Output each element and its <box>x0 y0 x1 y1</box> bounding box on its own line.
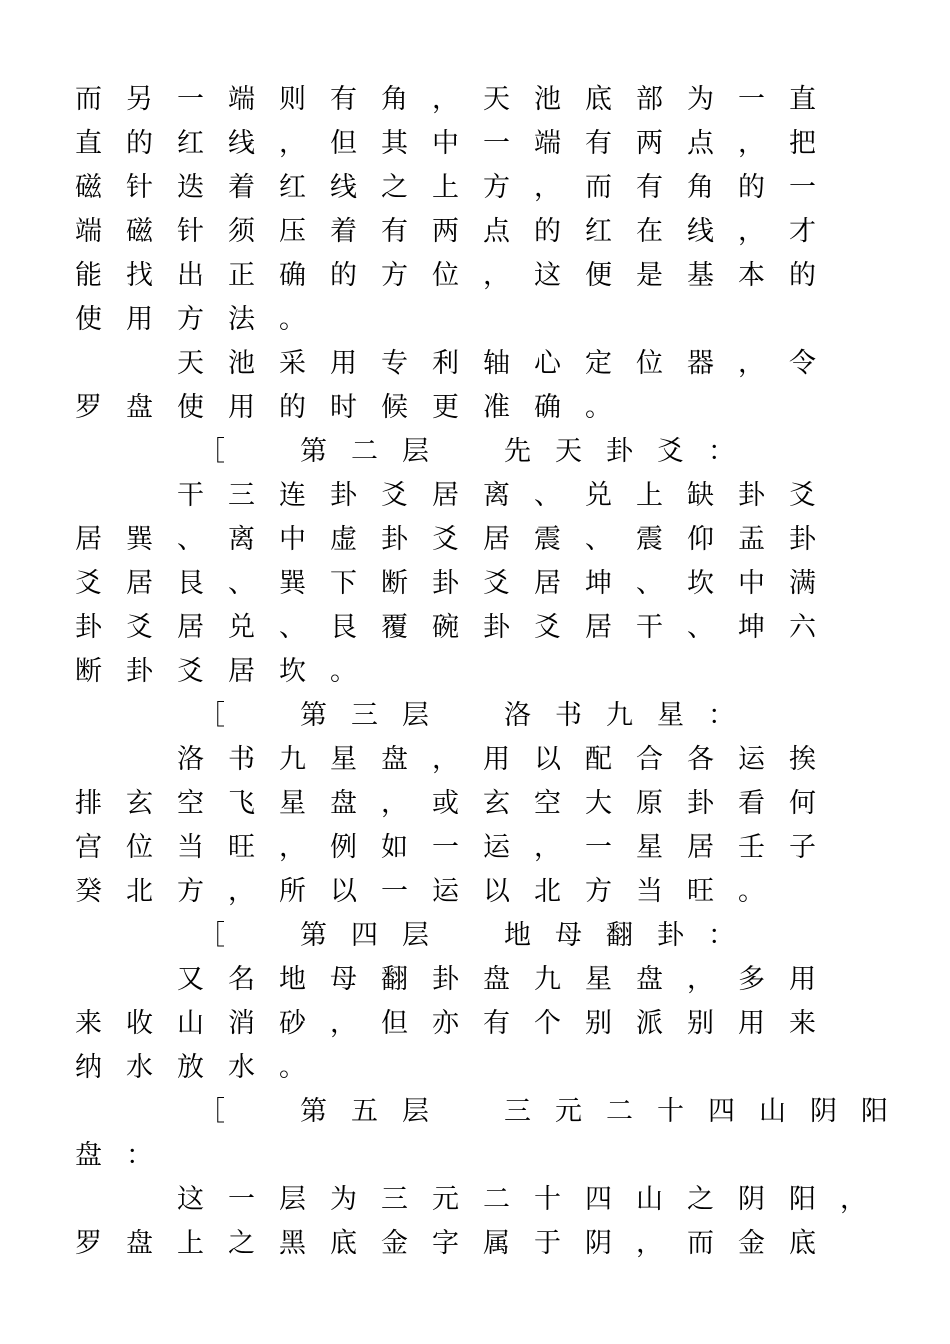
text-line: 来收山消砂，但亦有个别派别用来 <box>75 1008 840 1039</box>
text-line: 断卦爻居坎。 <box>75 656 381 687</box>
text-line: 纳水放水。 <box>75 1052 330 1083</box>
section-heading: ［ 第五层 三元二十四山阴阳 <box>198 1096 912 1127</box>
text-line: 宫位当旺，例如一运，一星居壬子 <box>75 832 840 863</box>
text-line: 爻居艮、巽下断卦爻居坤、坎中满 <box>75 568 840 599</box>
text-line: 而另一端则有角，天池底部为一直 <box>75 84 840 115</box>
text-line: 排玄空飞星盘，或玄空大原卦看何 <box>75 788 840 819</box>
text-line: 使用方法。 <box>75 304 330 335</box>
paragraph-first-line: 又名地母翻卦盘九星盘，多用 <box>177 964 840 995</box>
section-heading: ［ 第四层 地母翻卦： <box>198 920 759 951</box>
section-heading: ［ 第三层 洛书九星： <box>198 700 759 731</box>
text-line: 能找出正确的方位，这便是基本的 <box>75 260 840 291</box>
text-line: 盘： <box>75 1140 177 1171</box>
paragraph-first-line: 干三连卦爻居离、兑上缺卦爻 <box>177 480 840 511</box>
text-line: 罗盘使用的时候更准确。 <box>75 392 636 423</box>
text-line: 端磁针须压着有两点的红在线，才 <box>75 216 840 247</box>
text-line: 卦爻居兑、艮覆碗卦爻居干、坤六 <box>75 612 840 643</box>
text-line: 癸北方，所以一运以北方当旺。 <box>75 876 789 907</box>
section-heading: ［ 第二层 先天卦爻： <box>198 436 759 467</box>
text-line: 居巽、离中虚卦爻居震、震仰盂卦 <box>75 524 840 555</box>
paragraph-first-line: 天池采用专利轴心定位器，令 <box>177 348 840 379</box>
paragraph-first-line: 这一层为三元二十四山之阴阳， <box>177 1184 891 1215</box>
text-line: 磁针迭着红线之上方，而有角的一 <box>75 172 840 203</box>
paragraph-first-line: 洛书九星盘，用以配合各运挨 <box>177 744 840 775</box>
text-line: 直的红线，但其中一端有两点，把 <box>75 128 840 159</box>
text-line: 罗盘上之黑底金字属于阴，而金底 <box>75 1228 840 1259</box>
